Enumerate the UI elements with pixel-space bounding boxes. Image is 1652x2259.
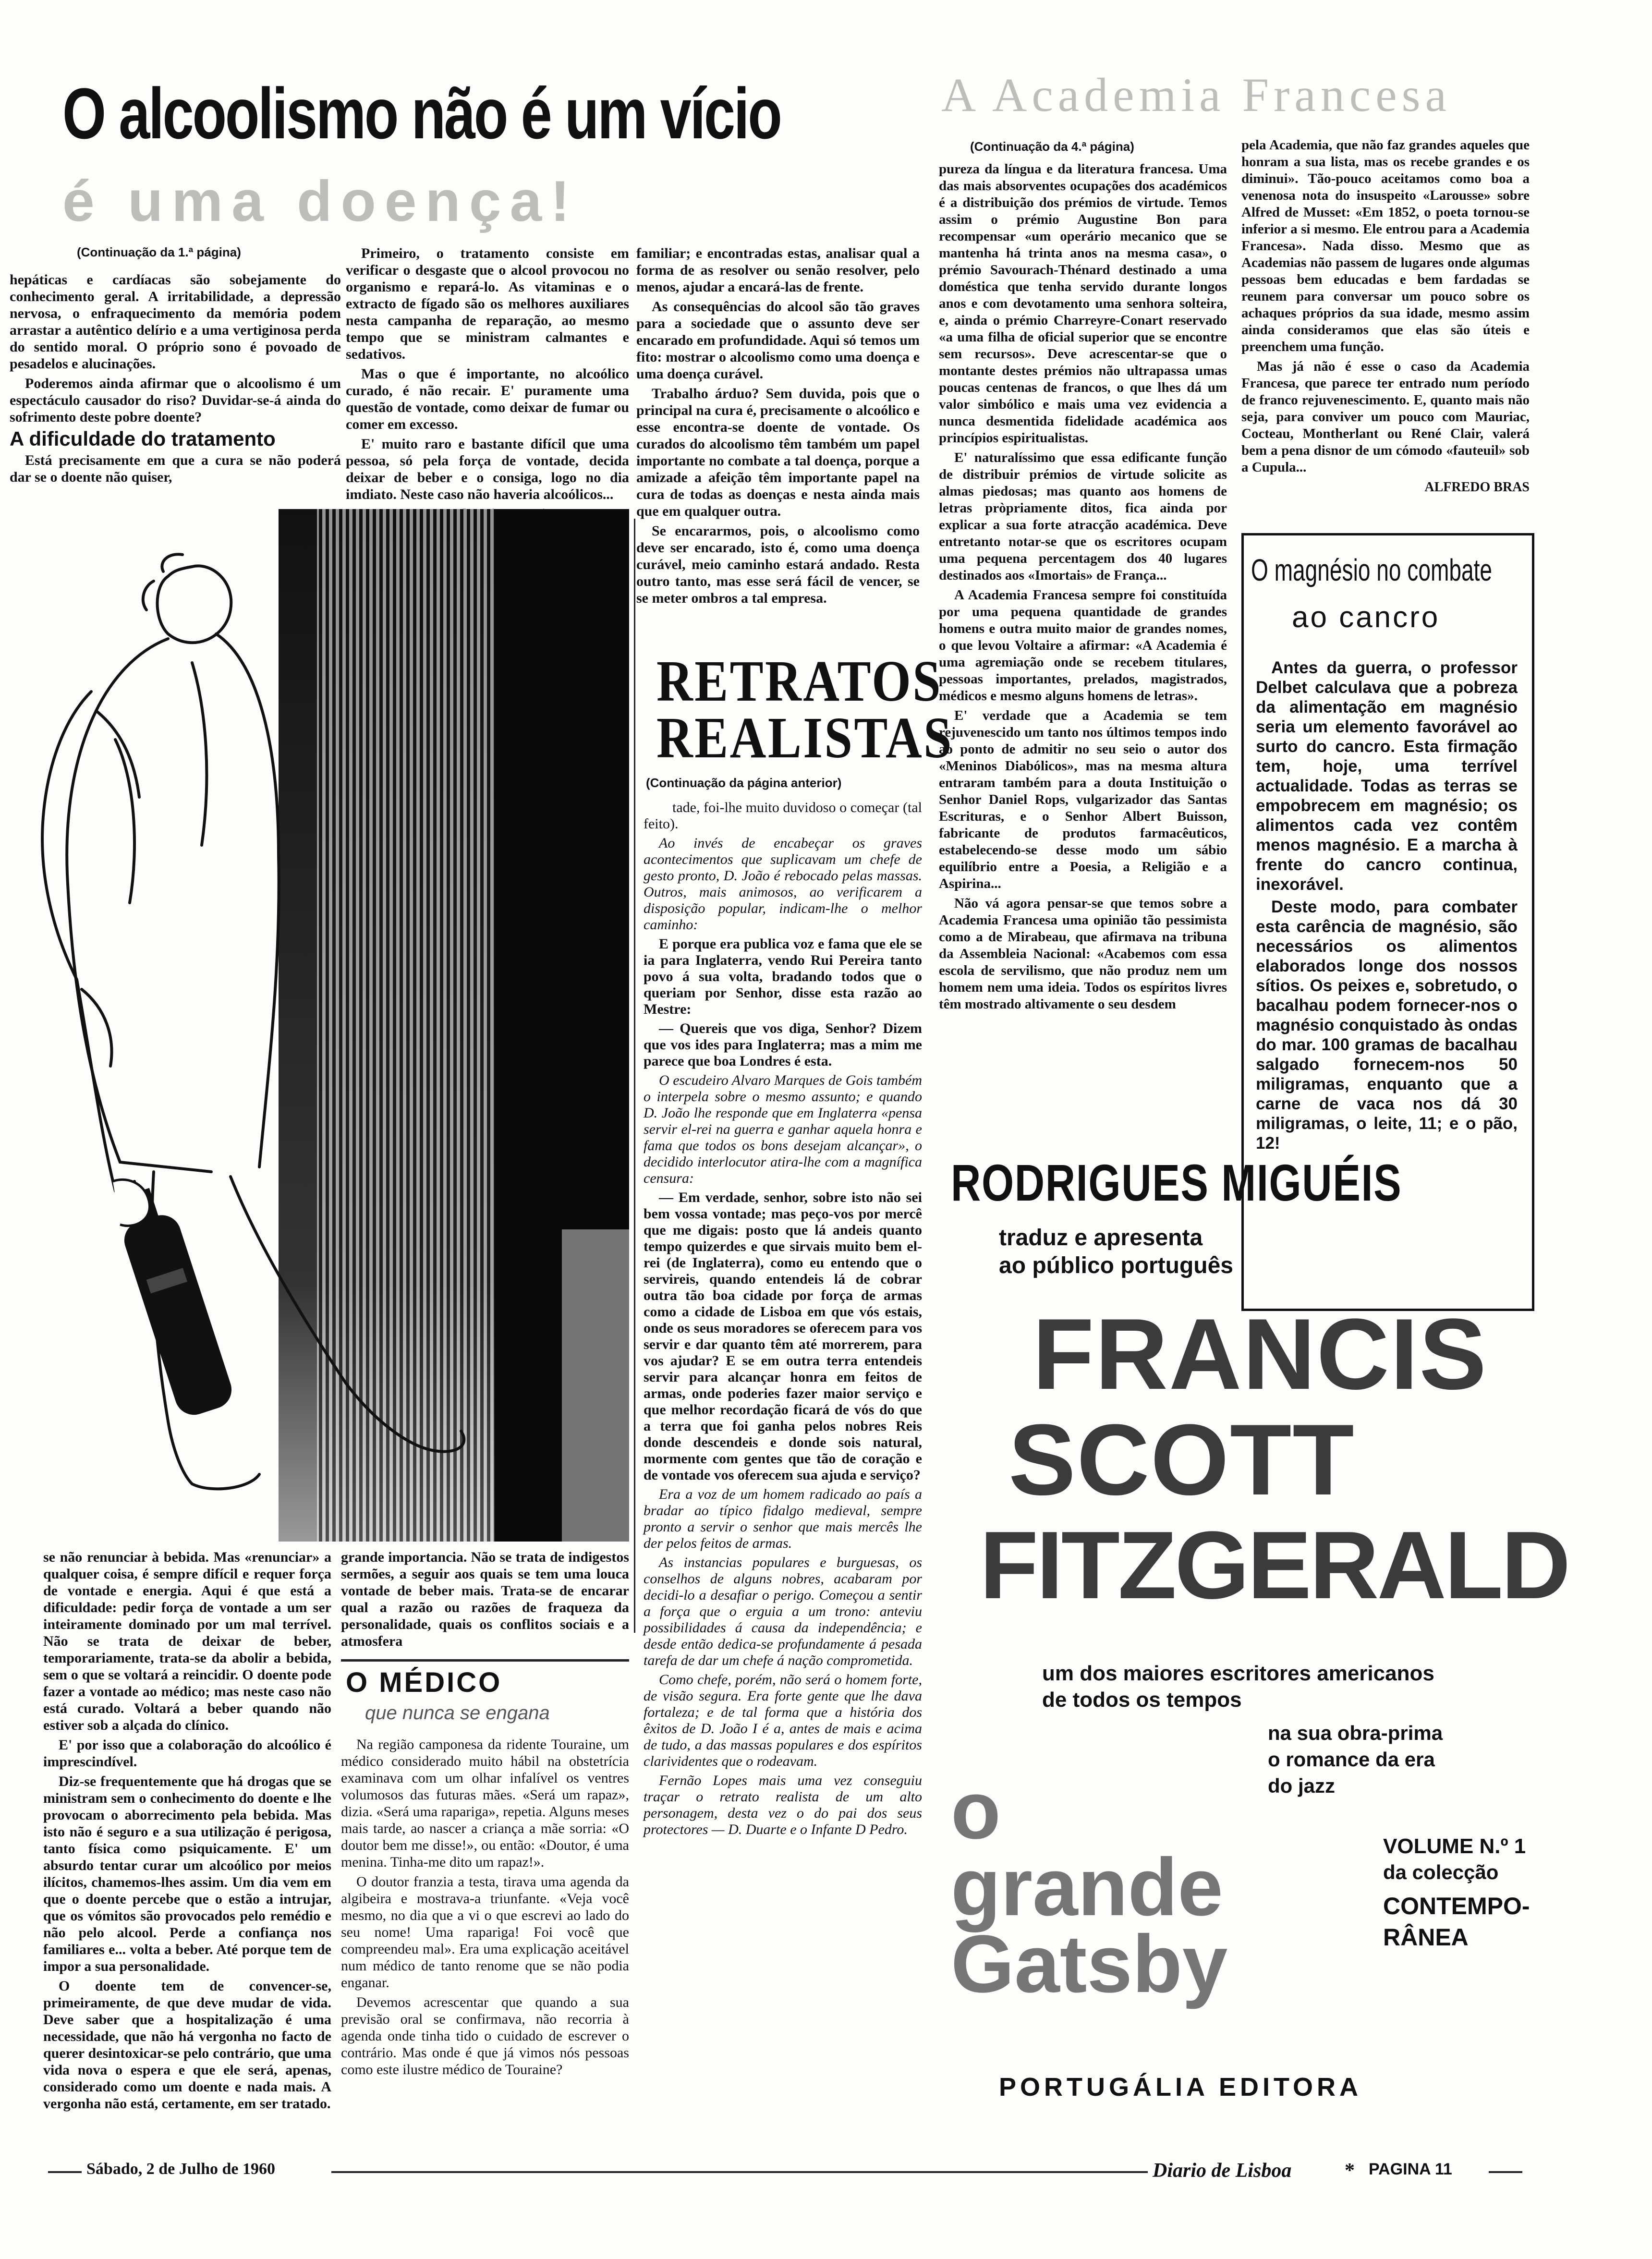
- academia-continuation: (Continuação da 4.ª página): [970, 139, 1134, 154]
- retratos-title-line-1: RETRATOS: [656, 649, 943, 714]
- column-divider: [634, 519, 635, 1633]
- ad-book-title-1: o: [951, 1765, 1001, 1856]
- article-paragraph: hepáticas e cardíacas são sobejamente do conhecimento geral. A irritabilidade, a depressão nervosa, o enfraquecimento da memória podem arrastar a autêntico delírio e a uma vertiginosa perda do sentido moral. O próprio sono é povoado de pesadelos e alucinações.: [10, 272, 341, 372]
- retratos-text: [644, 800, 922, 1841]
- article-paragraph: Se encararmos, pois, o alcoolismo como deve ser encarado, isto é, como uma doença curável, meio caminho estará andado. Resta outro tanto, mas esse será fácil de vencer, se se meter ombros a tal empresa.: [636, 523, 920, 606]
- ad-desc-5: do jazz: [1268, 1774, 1336, 1797]
- book-advertisement: [932, 1133, 1569, 2101]
- article-paragraph: Está precisamente em que a cura se não poderá dar se o doente não quiser,: [10, 452, 341, 485]
- article-paragraph: Deste modo, para combater esta carência de magnésio, são necessários os alimentos elaborados longe dos nossos sítios. Os peixes e, sobretudo, o bacalhau podem fornecer-nos o magnésio conquistado às ondas do mar. 100 gramas de bacalhau salgado fornecem-nos 50 miligramas, enquanto que a carne de vaca nos dá 30 miligramas, o leite, 11; e o pão, 12!: [1256, 898, 1518, 1153]
- footer-star-icon: *: [1345, 2160, 1355, 2182]
- article-paragraph: E' naturalíssimo que essa edificante função de distribuir prémios de virtude solicite as almas piedosas; mas quanto aos homens de letras pròpriamente ditos, fica ainda por explicar a sua forte atracção académica. Deve entretanto notar-se que os escritores ocupam uma pequena percentagem dos 40 lugares destinados aos «Imortais» de França...: [939, 450, 1227, 583]
- article-paragraph: E' por isso que a colaboração do alcoólico é imprescindível.: [43, 1737, 331, 1770]
- ad-writer-middle-name: SCOTT: [1008, 1403, 1355, 1516]
- article-paragraph: — Quereis que vos diga, Senhor? Dizem que vos ides para Inglaterra; mas a mim me parece que boa Londres é esta.: [644, 1020, 922, 1069]
- ad-line-2: ao público português: [999, 1253, 1233, 1278]
- article-paragraph: As consequências do alcool são tão graves para a sociedade que o assunto deve ser encarado em profundidade. Aqui só temos um fito: mostrar o alcoolismo como uma doença e uma doença curável.: [636, 299, 920, 382]
- ad-desc-2: de todos os tempos: [1042, 1688, 1242, 1712]
- article-subheadline: é uma doença!: [62, 169, 579, 233]
- drunk-man-illustration: [10, 509, 629, 1542]
- medico-text: [341, 1736, 629, 2081]
- article-paragraph: grande importancia. Não se trata de indigestos sermões, a seguir aos quais se tem uma louca vontade de beber mais. Trata-se de encarar qual a razão ou razões de fraqueza da personalidade, quais os conflitos sociais e a atmosfera: [341, 1549, 629, 1649]
- article-column-1: [10, 271, 341, 488]
- article-paragraph: E' verdade que a Academia se tem rejuvenescido um tanto nos últimos tempos indo ao ponto de admitir no seu seio o autor dos «Meninos Diabólicos», mas na mesma altura entraram também para a douta Instituição o Senhor Daniel Rops, vulgarizador das Santas Escrituras, e o Senhor Albert Buisson, fabricante de produtos farmacêuticos, estabelecendo-se desse modo um sábio equilíbrio entre a Poesia, a Religião e a Aspirina...: [939, 708, 1227, 891]
- ad-line-1: traduz e apresenta: [999, 1225, 1203, 1251]
- article-column-bottom-1: [43, 1549, 331, 2115]
- ad-series-1: CONTEMPO-: [1383, 1893, 1530, 1919]
- footer-page-number: PAGINA 11: [1369, 2160, 1452, 2178]
- ad-colecao: da colecção: [1383, 1861, 1499, 1883]
- academia-author: ALFREDO BRAS: [1424, 480, 1530, 495]
- magnesio-title: O magnésio no combate: [1251, 553, 1493, 587]
- footer-rule-right: [1489, 2171, 1522, 2173]
- article-paragraph: Mas o que é importante, no alcoólico curado, é não recair. E' puramente uma questão de vontade, como deixar de fumar ou comer em excesso.: [346, 366, 629, 432]
- article-paragraph: pela Academia, que não faz grandes aqueles que honram a sua lista, mas os recebe grandes e os diminui». Tão-pouco aceitamos como boa a venenosa nota do insuspeito «Larousse» sobre Alfred de Musset: «Em 1852, o poeta tornou-se inferior a si mesmo. Ele entrou para a Academia Francesa». Nada disso. Mesmo que as Academias não passem de lugares onde algumas pessoas bem educadas e bem fardadas se reunem para conversar um pouco sobre os achaques próprios da sua idade, mesmo assim ainda consideramos que elas são úteis e preenchem uma função.: [1241, 137, 1530, 354]
- article-column-bottom-2: [341, 1549, 629, 1652]
- academia-column-1: [939, 161, 1227, 1016]
- article-paragraph: Não vá agora pensar-se que temos sobre a Academia Francesa uma opinião tão pessimista como a de Mirabeau, que afirmava na tribuna da Assembleia Nacional: «Acabemos com essa escola de servilismo, que não produz nem um homem nem uma ideia. Todos os espíritos livres têm mostrado altivamente o seu desdem: [939, 896, 1227, 1012]
- retratos-title: [656, 649, 953, 770]
- article-continuation: (Continuação da 1.ª página): [77, 245, 241, 259]
- article-paragraph: Diz-se frequentemente que há drogas que se ministram sem o conhecimento do doente e lhe provocam o aborrecimento pela bebida. Mas isto não é seguro e a sua utilização é perigosa, tanto física como psiquicamente. E' um absurdo tentar curar um alcoólico por meios ilícitos, chamemos-lhes assim. Um dia vem em que o doente percebe que o estão a intrujar, que os vómitos são provocados pelo remédio e não pelo alcool. Perde a confiança nos familiares e... volta a beber. Até porque tem de impor a sua personalidade.: [43, 1773, 331, 1974]
- section-rule: [341, 1659, 629, 1662]
- retratos-continuation: (Continuação da página anterior): [646, 776, 842, 790]
- section-subheading: A dificuldade do tratamento: [10, 427, 276, 450]
- ad-writer-first-name: FRANCIS: [1032, 1298, 1488, 1410]
- article-paragraph: Poderemos ainda afirmar que o alcoolismo é um espectáculo causador do riso? Duvidar-se-á ainda do sofrimento deste pobre doente?: [10, 376, 341, 425]
- footer-rule-left: [48, 2171, 82, 2173]
- article-paragraph: E porque era publica voz e fama que ele se ia para Inglaterra, vendo Rui Pereira tanto povo á sua volta, bradando todos que o queriam por Senhor, disse esta razão ao Mestre:: [644, 936, 922, 1017]
- article-paragraph: Mas já não é esse o caso da Academia Francesa, que parece ter entrado num período de franco rejuvenescimento. E, quanto mais não seja, para conviver um pouco com Mauriac, Cocteau, Montherlant ou René Clair, valerá bem a pena disnor de um cómodo «fauteuil» sob a Cupula...: [1241, 359, 1530, 475]
- footer-paper-name: Diario de Lisboa: [1153, 2160, 1292, 2182]
- medico-subtitle: que nunca se engana: [365, 1702, 550, 1724]
- article-paragraph: tade, foi-lhe muito duvidoso o começar (tal feito).: [644, 800, 922, 832]
- ad-series-2: RÂNEA: [1383, 1924, 1469, 1951]
- article-paragraph: Fernão Lopes mais uma vez conseguiu traçar o retrato realista de um alto personagem, desta vez o do pai dos seus protectores — D. Duarte e o Infante D Pedro.: [644, 1773, 922, 1837]
- medico-title: O MÉDICO: [346, 1667, 502, 1698]
- ad-desc-3: na sua obra-prima: [1268, 1722, 1443, 1744]
- ad-desc-4: o romance da era: [1268, 1748, 1435, 1771]
- academia-column-2: [1241, 137, 1530, 496]
- article-paragraph: O escudeiro Alvaro Marques de Gois também o interpela sobre o mesmo assunto; e quando D. João lhe responde que em Inglaterra «pensa servir el-rei na guerra e ganhar aquela honra e fama que todos os bons desejam alcançar», o decidido interlocutor atira-lhe com a magnífica censura:: [644, 1072, 922, 1186]
- ad-publisher: PORTUGÁLIA EDITORA: [999, 2073, 1362, 2101]
- article-paragraph: Ao invés de encabeçar os graves acontecimentos que suplicavam um chefe de gesto pronto, D. João é rebocado pelas massas. Outros, mais animosos, ao verificarem a disposição popular, indicam-lhe o melhor caminho:: [644, 835, 922, 933]
- ad-book-title-3: Gatsby: [951, 1919, 1228, 2010]
- retratos-title-line-2: REALISTAS: [656, 705, 953, 770]
- ad-author-name: RODRIGUES MIGUÉIS: [951, 1154, 1402, 1212]
- article-paragraph: As instancias populares e burguesas, os conselhos de alguns nobres, acabaram por decidi-lo a desafiar o perigo. Começou a sentir a força que o erguia a um trono: anteviu possibilidades á causa da independência; e desde então dedica-se profundamente á pesada tarefa de dar um chefe á nação comprometida.: [644, 1555, 922, 1668]
- illustration-drawing: [10, 509, 629, 1542]
- article-paragraph: Devemos acrescentar que quando a sua previsão oral se confirmava, não recorria à agenda onde tinha tido o cuidado de escrever o contrário. Mas onde é que já vimos nós pessoas como este ilustre médico de Touraine?: [341, 1994, 629, 2077]
- article-column-3: [636, 245, 920, 609]
- article-paragraph: Trabalho árduo? Sem duvida, pois que o principal na cura é, precisamente o alcoólico e esse encontra-se doente de vontade. Os curados do alcoolismo têm também um papel importante no combate a tal doença, porque a amizade a afeição têm importante papel na cura de todas as doenças e nesta ainda mais que em qualquer outra.: [636, 386, 920, 519]
- article-paragraph: se não renunciar à bebida. Mas «renunciar» a qualquer coisa, é sempre difícil e requer força de vontade e energia. Aqui é que está a dificuldade: pedir força de vontade a um ser inteiramente dominado por um mal terrível. Não se trata de deixar de beber, temporariamente, trata-se da abolir a bebida, sem o que se voltará a reincidir. O doente pode fazer a vontade ao médico; mas neste caso não está curado. Voltará a beber quando não estiver sob a alçada do clínico.: [43, 1549, 331, 1733]
- article-paragraph: O doente tem de convencer-se, primeiramente, de que deve mudar de vida. Deve saber que a hospitalização é uma necessidade, que não há vergonha no facto de querer desintoxicar-se pelo contrário, que uma vida nova o espera e que ele será, apenas, considerado como um doente e nada mais. A vergonha não está, certamente, em ser tratado.: [43, 1978, 331, 2112]
- article-paragraph: E' muito raro e bastante difícil que uma pessoa, só pela força de vontade, decida deixar de beber e o consiga, logo no dia imdiato. Neste caso não haveria alcoólicos...: [346, 436, 629, 502]
- article-paragraph: Primeiro, o tratamento consiste em verificar o desgaste que o alcool provocou no organismo e repará-lo. As vitaminas e o extracto de fígado são os melhores auxiliares nesta campanha de reparação, ao mesmo tempo que se ministram calmantes e sedativos.: [346, 245, 629, 362]
- magnesio-subtitle: ao cancro: [1292, 601, 1440, 634]
- article-paragraph: Como chefe, porém, não será o homem forte, de visão segura. Era forte gente que lhe dava fortaleza; e de tal forma que a história dos êxitos de D. João I é a, antes de mais e acima de tudo, a das massas populares e dos espíritos clarividentes que o rodeavam.: [644, 1672, 922, 1769]
- article-headline: O alcoolismo não é um vício: [62, 73, 781, 154]
- footer-date: Sábado, 2 de Julho de 1960: [86, 2160, 275, 2178]
- article-paragraph: — Em verdade, senhor, sobre isto não sei bem vossa vontade; mas peço-vos por mercê que me digais: posto que lá andeis quanto tempo quizerdes e que sirvais muito bem el-rei (de Inglaterra), como eu entendo que o servireis, quando entendeis lá de cobrar outra tão boa cidade por força de armas como a cidade de Lisboa em que vós estais, onde os seus moradores se oferecem para vos servir e dar quanto têm até morrerem, para vos ajudar? E se em outra terra entendeis servir para alcançar honra em feitos de armas, onde poderies fazer maior serviço e que melhor recordação ficará de vós do que a terra que foi ganha pelos nobres Reis donde descendeis e donde sois natural, mormente com gentes que tão de coração e de vontade vos oferecem sua ajuda e serviço?: [644, 1190, 922, 1483]
- article-paragraph: A Academia Francesa sempre foi constituída por uma pequena quantidade de grandes homens e outra muito maior de grandes nomes, o que levou Voltaire a afirmar: «A Academia é uma agremiação onde se recebem titulares, pessoas importantes, prelados, magistrados, médicos e mesmo alguns homens de letras».: [939, 587, 1227, 704]
- article-paragraph: pureza da língua e da literatura francesa. Uma das mais absorventes ocupações dos académicos é a distribuição dos prémios de virtude. Temos assim o prémio Augustine Bon para recompensar «um operário mecanico que se mantenha há trinta anos na mesma casa», o prémio Savourach-Thénard destinado a uma doméstica que tenha servido durante longos anos e com devotamento uma senhora solteira, e, ainda o prémio Charreyre-Conart reservado «a uma filha de oficial superior que se encontre sem recursos». Deve acrescentar-se que o montante destes prémios não ultrapassa umas poucas centenas de francos, o que lhes dá um valor simbólico e mais uma vez evidencia a nunca desmentida fidelidade académica aos princípios espiritualistas.: [939, 161, 1227, 446]
- academia-header: A Academia Francesa: [941, 68, 1451, 121]
- magnesio-text: [1256, 658, 1518, 1156]
- ad-volume: VOLUME N.º 1: [1383, 1834, 1526, 1858]
- article-paragraph: familiar; e encontradas estas, analisar qual a forma de as resolver ou senão resolver, pelo menos, ajudar a encará-las de frente.: [636, 245, 920, 295]
- article-paragraph: Na região camponesa da ridente Touraine, um médico considerado muito hábil na obstetrícia examinava com um olhar infalível os ventres volumosos das futuras mães. «Será um rapaz», dizia. «Será uma rapariga», repetia. Alguns meses mais tarde, ao nascer a criança a mãe sorria: «O doutor bem me disse!», ou então: «Doutor, é uma menina. Tinha-me dito um rapaz!».: [341, 1737, 629, 1870]
- article-paragraph: Antes da guerra, o professor Delbet calculava que a pobreza da alimentação em magnésio seria um elemento favorável ao surto do cancro. Esta firmação tem, hoje, uma terrível actualidade. Todas as terras se empobrecem em magnésio; os alimentos cada vez contêm menos magnésio. E a marcha à frente do cancro continua, inexorável.: [1256, 658, 1518, 894]
- ad-book-title-2: grande: [951, 1842, 1223, 1933]
- article-paragraph: O doutor franzia a testa, tirava uma agenda da algibeira e mostrava-a triunfante. «Veja você mesmo, no dia que a vi o que escrevi ao lado do seu nome! Uma rapariga! Foi você que compreendeu mal». Era uma explicação aceitável num médico de tanto renome que se não podia enganar.: [341, 1874, 629, 1991]
- ad-desc-1: um dos maiores escritores americanos: [1042, 1662, 1434, 1685]
- ad-book-title: [951, 1765, 1228, 2010]
- article-column-2: [346, 245, 629, 525]
- footer-rule-mid: [331, 2171, 1148, 2173]
- ad-writer-last-name: FITZGERALD: [980, 1512, 1569, 1619]
- article-paragraph: Era a voz de um homem radicado ao país a bradar ao típico fidalgo medieval, sempre pronto a servir o senhor que mais mercês lhe der pelos feitos de armas.: [644, 1486, 922, 1551]
